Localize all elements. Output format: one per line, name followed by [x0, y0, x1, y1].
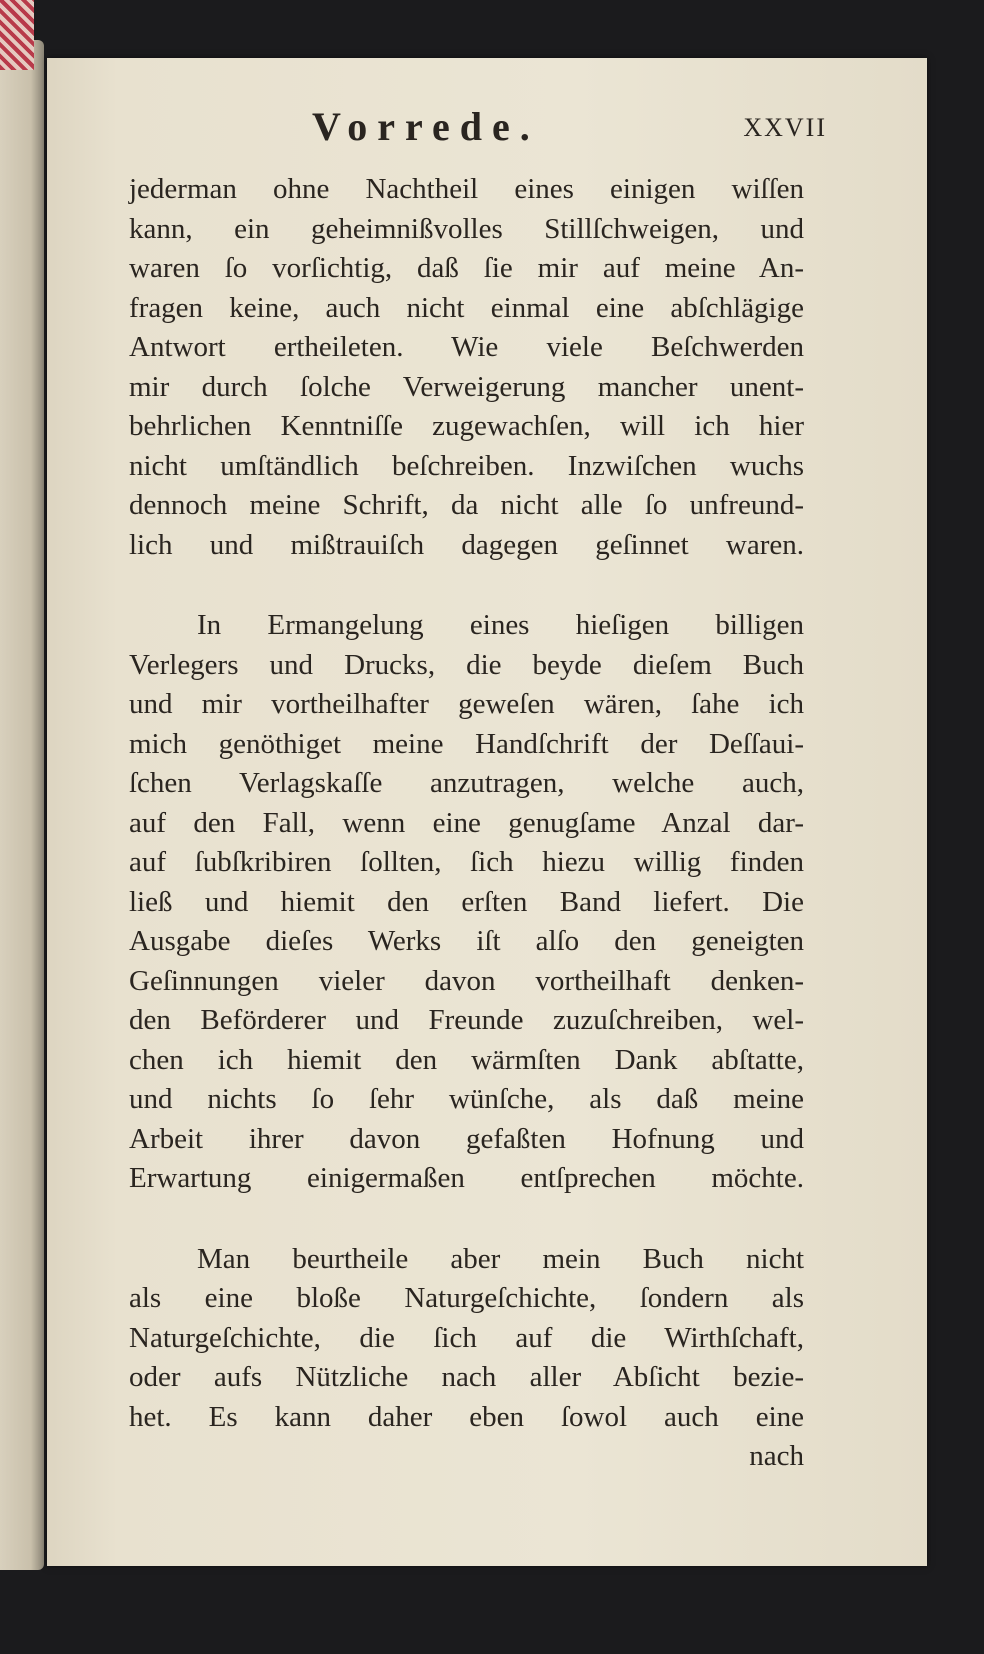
text-line: Verlegers und Drucks, die beyde dieſem Buch	[129, 648, 804, 681]
text-line: Geſinnungen vieler davon vortheilhaft denken-	[129, 964, 804, 997]
text-line: In Ermangelung eines hieſigen billigen	[197, 609, 804, 641]
body-text	[129, 170, 804, 1477]
page-header	[47, 103, 927, 149]
text-line: behrlichen Kenntniſſe zugewachſen, will ich hier	[129, 410, 804, 442]
catchword: nach	[749, 1440, 804, 1472]
text-line: den Beförderer und Freunde zuzuſchreiben, wel-	[129, 1004, 804, 1036]
running-head: Vorrede.	[312, 104, 540, 149]
text-line: fragen keine, auch nicht einmal eine abſchlägige	[129, 291, 804, 324]
text-line: Naturgeſchichte, die ſich auf die Wirthſchaft,	[129, 1321, 804, 1354]
text-line: und nichts ſo ſehr wünſche, als daß meine	[129, 1083, 804, 1115]
text-line: Arbeit ihrer davon gefaßten Hofnung und	[129, 1122, 804, 1155]
text-line: Ausgabe dieſes Werks iſt alſo den geneigten	[129, 925, 804, 957]
text-line: mich genöthiget meine Handſchrift der Deſſaui-	[129, 727, 804, 760]
text-line: kann, ein geheimnißvolles Stillſchweigen, und	[129, 212, 804, 245]
text-line: chen ich hiemit den wärmſten Dank abſtatte,	[129, 1043, 804, 1076]
paragraph-gap	[129, 1199, 804, 1240]
text-line: ließ und hiemit den erſten Band liefert. Die	[129, 885, 804, 918]
text-line: ſchen Verlagskaſſe anzutragen, welche auch,	[129, 767, 804, 799]
page-number: XXVII	[743, 113, 827, 142]
text-line: auf ſubſkribiren ſollten, ſich hiezu willig finden	[129, 846, 804, 878]
facing-page-edge	[0, 40, 44, 1570]
text-line: Erwartung einigermaßen entſprechen möchte.	[129, 1162, 804, 1194]
text-line: mir durch ſolche Verweigerung mancher unent-	[129, 370, 804, 403]
text-line: lich und mißtrauiſch dagegen geſinnet waren.	[129, 528, 804, 561]
text-line: waren ſo vorſichtig, daß ſie mir auf meine An-	[129, 252, 804, 284]
text-line: Antwort ertheileten. Wie viele Beſchwerden	[129, 331, 804, 363]
text-line: und mir vortheilhafter geweſen wären, ſahe ich	[129, 688, 804, 720]
text-line: als eine bloße Naturgeſchichte, ſondern als	[129, 1282, 804, 1314]
text-line: jederman ohne Nachtheil eines einigen wiſſen	[129, 173, 804, 205]
text-line: auf den Fall, wenn eine genugſame Anzal dar-	[129, 806, 804, 839]
book-page	[47, 58, 927, 1566]
text-line: dennoch meine Schrift, da nicht alle ſo unfreund-	[129, 489, 804, 521]
text-line: nicht umſtändlich beſchreiben. Inzwiſchen wuchs	[129, 449, 804, 482]
text-line: het. Es kann daher eben ſowol auch eine	[129, 1400, 804, 1433]
text-line: oder aufs Nützliche nach aller Abſicht bezie-	[129, 1361, 804, 1393]
paragraph-gap	[129, 565, 804, 606]
text-line: Man beurtheile aber mein Buch nicht	[197, 1242, 804, 1275]
bookmark-ribbon	[0, 0, 34, 70]
